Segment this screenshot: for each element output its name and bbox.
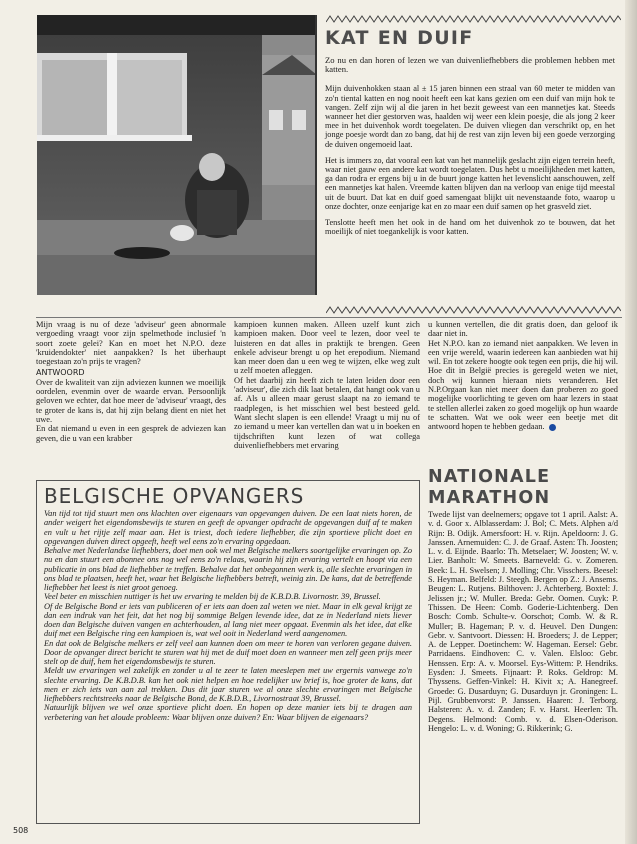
article-kat-intro: Zo nu en dan horen of lezen we van duivenliefhebbers die problemen hebben met katten.: [325, 55, 615, 75]
article-title-kat-en-duif: KAT EN DUIF: [325, 27, 474, 49]
zigzag-border-top: [326, 14, 621, 24]
end-of-article-bullet-icon: [549, 424, 556, 431]
column-2: [234, 320, 420, 450]
article-kat-paragraph-3: Tenslotte heeft men het ook in de hand om het duivenhok zo te bouwen, dat het moeilijk of niet toegankelijk is voor katten.: [325, 218, 615, 237]
belgische-opvangers-title: BELGISCHE OPVANGERS: [44, 484, 305, 508]
article-kat-paragraph-2: Het is immers zo, dat vooral een kat van het mannelijk geslacht zijn eigen terrein heeft, waar niet gauw een andere kat wordt toegelaten. Dus hebt u moeilijkheden met katten, ga dan rodra er ergens bij u in de buurt jonge katten het levenslicht aanschouwen, zelf een mannetjes kat halen. Vreemde katten blijven dan na verloop van enige tijd meestal uit de buurt. Dat kat en duif goed samengaat blijkt uit nevenstaande foto, waarop u onze dochter, onze eenjarige kat en zo maar een duif samen op het grasveld ziet.: [325, 155, 615, 211]
belgische-opvangers-box: [36, 480, 420, 824]
article-kat-body: [325, 56, 615, 243]
zigzag-border-bottom: [326, 305, 621, 315]
page-edge: [625, 0, 637, 844]
col2-paragraph-2: Of het daarbij zin heeft zich te laten leiden door een 'adviseur', die zich dik laat betalen, dat hangt ook van u af. Als u alleen maar gerust slaapt na zo iemand te raadplegen, is het misschien wel best besteed geld. Want slecht slapen is een ellende! Vraagt u mij nu of zo iemand u meer kan vertellen dan wat u in boeken en tijdschriften kunt lezen of wat collega duivenliefhebbers met ervaring: [234, 375, 420, 450]
antwoord-heading: ANTWOORD: [36, 368, 85, 378]
photo-image: [37, 15, 317, 295]
belgische-paragraph-3: Veel beter en misschien nuttiger is het uw ervaring te melden bij de K.B.D.B. Livornostr. 39, Brussel.: [44, 592, 381, 602]
nationale-marathon-list: Twede lijst van deelnemers; opgave tot 1 april. Aalst: A. v. d. Goor x. Alblasserdam: J. Bol; C. Mets. Alphen a/d Rijn: B. Odijk. Amersfoort: H. v. Rijn. Apeldoorn: J. G. Janssen. Arnemuiden: C. J. de Graaf. Asten: Th. Joosten; L. v. d. Eijnde. Baarlo: Th. Metselaer; W. Joosten; W. v. Lier. Banholt: W. Smeets. Barneveld: G. v. Zomeren. Beek: L. H. Swelsen; J. Molling; Chr. Visschers. Beesel: S. Heyman. Belfeld: J. Steegh. Bergen op Z.: J. Ansems. Beugen: L. Rutjens. Bilthoven: J. Achterberg. Boxtel: J. Jelissen jr.; W. Muller. Breda: Gebr. Oomen. Cuyk: P. Thissen. De Heen: Comb. Goderie-Lichtenberg. Den Bosch: Comb. Schulte-v. Oorschot; Comb. W. & R. Muller; B. Hageman; P. v. d. Heuvel. Den Dungen: Gebr. v. Santvoort. Diessen: H. Broeders; J. de Lepper; A. de Lepper. Doetinchem: W. Hageman. Eersel: Gebr. Parridaens. Eindhoven: C. v. Valen. Elsloo: Gebr. Henssen. Erp: A. v. Moorsel. Eys-Wittem: P. Hendriks. Eysden: J. Smeets. Fijnaart: P. Roks. Geldrop: M. Thyssens. Geffen-Vinkel: H. Kivit x; A. Hanegreef. Groede: G. Dusarduyn; G. Dusarduyn jr. Groningen: L. Pijl. Grubbenvorst: P. Janssen. Haaren: J. Terborg. Halsteren: A. v. d. Zanden; F. v. Harst. Heerlen: Th. Degens. Helmond: Comb. v. d. Elsen-Oderison. Hengelo: L. v. d. Woning; G. Rikkerink; G.: [428, 510, 618, 733]
column-3: [428, 320, 618, 432]
photo-girl-cat-pigeon: [37, 15, 317, 295]
article-kat-paragraph-1: Mijn duivenhokken staan al ± 15 jaren binnen een straal van 60 meter te midden van zo'n tiental katten en nog nooit heeft een kat kans gezien om een duif van mijn hok te vangen. Zelf zijn wij al die jaren in het bezit geweest van een mannetjes kat. Steeds wanneer het dier gestorven was, haalden wij weer een klein poesje, die als jong 2 keer mee in het duivenhok wordt toegelaten. De duiven vliegen dan verschrikt op, en het jonge poesje wordt dan zo bang, dat hij de rest van zijn leven bij een goede verzorging de duiven ongemoeid laat.: [325, 84, 615, 149]
col2-paragraph-1: kampioen kunnen maken. Alleen uzelf kunt zich kampioen maken. Door veel te lezen, door veel te luisteren en dat alles in praktijk te brengen. Geen enkele adviseur brengt u op het erepodium. Niemand kan meer doen dan u een weg te wijzen, elke weg zult u zelf moeten afleggen.: [234, 320, 420, 376]
nationale-marathon-title: [428, 467, 550, 509]
page-number: 508: [13, 826, 29, 835]
nationale-title-line-1: NATIONALE: [428, 467, 551, 487]
belgische-paragraph-4: Of de Belgische Bond er iets van publiceren of er iets aan doen zal weten we niet. Maar in elk geval krijgt ze dan een indruk van het feit, dat het nog bij sommige Belgen levende idee, dat ze in Nederland niets liever doen dan Belgische duiven vangen en achterhouden, al lang niet meer opgaat. Evenmin als het idee, dat elke duif met een Belgische ring een kampioen is, wat wel ooit in Nederland werd aangenomen.: [44, 601, 412, 639]
belgische-paragraph-7: Natuurlijk blijven we wel onze sportieve plicht doen. En hopen op deze manier iets bij te dragen aan verbetering van het aloude probleem: Waar blijven onze duiven? En: Waar blijven de eigenaars?: [44, 703, 412, 722]
belgische-paragraph-6: Meldt uw ervaringen wel zakelijk en zonder u al te zeer te laten meeslepen met uw ergernis vanwege zo'n slechte ervaring. De K.B.D.B. kan het ook niet helpen en hoe redelijker uw brief is, hoe groter de kans, dat men er zich iets van aan zal trekken. Dus dit jaar sturen we al onze slechte ervaringen met Belgische liefhebbers rechtstreeks naar de Belgische Bond, de K.B.D.B., Livornostraat 39, Brussel.: [44, 666, 412, 703]
section-divider: [36, 317, 622, 318]
col1-question: Mijn vraag is nu of deze 'adviseur' geen abnormale vergoeding vraagt voor zijn spelmethode inclusief 'n soort zoete gelei? Kan en moet het N.P.O. deze 'kruidendokter' niet aanpakken? Is het überhaupt toegestaan zo'n prijs te vragen?: [36, 320, 226, 367]
belgische-paragraph-5: En dat ook de Belgische melkers er zelf veel aan kunnen doen om meer te horen van verloren gegane duiven. Door de opvanger direct bericht te sturen wat hij met de duif moet doen en wanneer men zelf geen prijs meer stelt op de duif, hem het eigendomsbewijs te sturen.: [44, 638, 412, 666]
belgische-paragraph-2: Behalve met Nederlandse liefhebbers, doet men ook wel met Belgische melkers soortgelijke ervaringen op. Zo nu en dan stuurt een abonnee ons nog wel eens zo'n relaas, waarin hij zijn ervaring vertelt en hoopt via een publicatie in ons blad de liefhebber te treffen. Behalve dat het onbegonnen werk is, alle slechte ervaringen in ons blad te plaatsen, heeft het, waar het Belgische liefhebbers betreft, weinig zin. De kans, dat de betreffende liefhebber het leest is niet groot genoeg.: [44, 546, 412, 592]
col3-paragraph-1: u kunnen vertellen, die dit gratis doen, dan geloof ik daar niet in.: [428, 320, 618, 339]
col3-paragraph-2-text: Het N.P.O. kan zo iemand niet aanpakken. We leven in een vrije wereld, waarin iedereen kan aanbieden wat hij wil. En tot zekere hoogte ook tegen een prijs, die hij wil. Hoe dit in België precies is geregeld weten we niet, doch wij kunnen hieraan niets veranderen. Het N.P.Orgaan kan niet meer doen dan proberen zo goed mogelijke voorlichting te geven om haar lezers in staat te stellen allerlei zaken zo goed mogelijk op hun waarde te schatten. Wat we ook weer een beetje met dit antwoord hopen te hebben gedaan.: [428, 338, 618, 432]
col1-answer-cont: En dat niemand u even in een gesprek de adviezen kan geven, die u van een krabber: [36, 424, 226, 443]
col1-answer: Over de kwaliteit van zijn adviezen kunnen we moeilijk oordelen, evenmin over de waarde ervan. Persoonlijk geloven we echter, dat hoe meer de 'adviseur' vraagt, des te groter de kans is, dat hij zijn belang dient en niet het uwe.: [36, 377, 226, 424]
belgische-opvangers-body: [44, 509, 412, 722]
col3-paragraph-2: [428, 339, 618, 432]
belgische-paragraph-1: Van tijd tot tijd stuurt men ons klachten over eigenaars van opgevangen duiven. De een laat niets horen, de ander weigert het eigendomsbewijs te sturen en geeft de opvanger opdracht de opgevangen duif af te maken en vult u het rijtje zelf maar aan. Het is triest, doch iedere liefhebber, die zijn sportieve plicht doet en opgevangen duiven direct opgeeft, heeft wel eens zo'n ervaring opgedaan.: [44, 509, 412, 546]
column-1: [36, 320, 226, 443]
nationale-title-line-2: MARATHON: [428, 488, 551, 508]
